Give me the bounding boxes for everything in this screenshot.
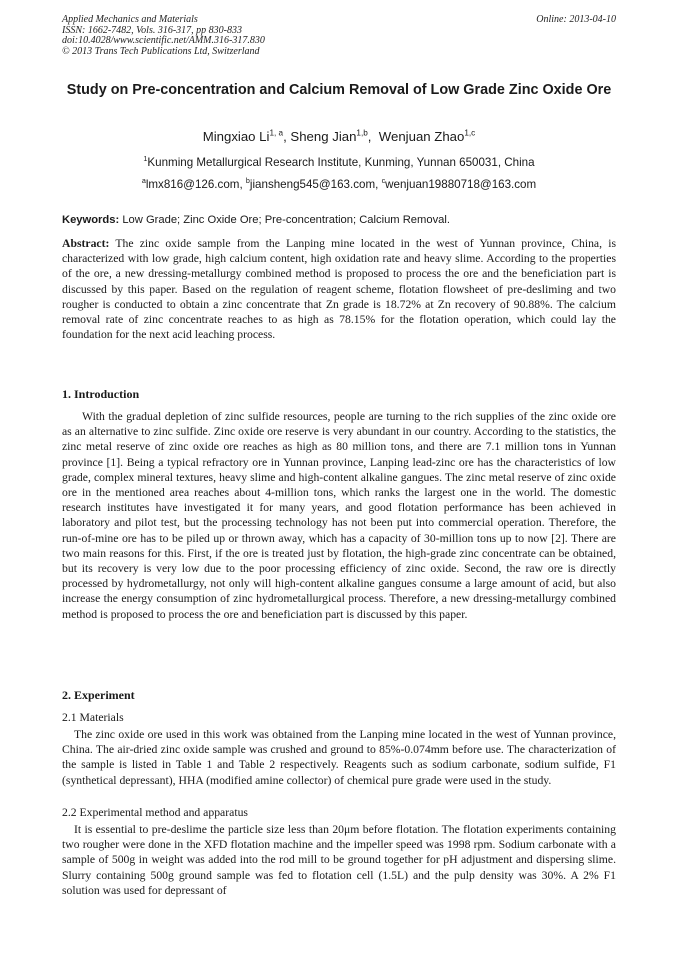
author-affiliation-mark: 1, a	[269, 128, 284, 138]
abstract-label: Abstract:	[62, 237, 110, 250]
keywords-text: Low Grade; Zinc Oxide Ore; Pre-concentration; Calcium Removal.	[122, 214, 450, 226]
subsection-heading-method: 2.2 Experimental method and apparatus	[62, 806, 248, 819]
email-address: wenjuan19880718@163.com	[385, 178, 537, 191]
introduction-paragraph: With the gradual depletion of zinc sulfide resources, people are turning to the rich supplies of the zinc oxide ore as an alternative to zinc sulfide. Zinc oxide ore reserve is very abundant in our country. According to the statistics, the zinc metal reserve of zinc oxide ore reaches as high as 80 million tons, and there are 7.1 million tons in Yunnan province [1]. Being a typical refractory ore in Yunnan province, Lanping lead-zinc ore has the characteristics of low grade, complex mineral textures, heavy slime and high-content alkaline gangues. The zinc metal reserve of zinc oxide ore in the mentioned area reaches about 4-million tons, which ranks the largest one in the world. The domestic research institutes have investigated it for many years, and good flotation performance has been achieved in laboratory and pilot test, but the processing technology has not been put into commercial operation. Therefore, the run-of-mine ore has to be piled up or thrown away, which has a capacity of 30-million tons up to now [2]. There are two main reasons for this. First, if the ore is treated just by flotation, the high-grade zinc concentrate can be obtained, but its recovery is very low due to the poor processing efficiency of zinc oxide. Second, the raw ore is directly processed by hydrometallurgy, not only will high-content alkaline gangues consume a large amount of acid, but also increase the energy consumption of zinc hydrometallurgical process. Therefore, a new dressing-metallurgy combined method is proposed to process the ore and beneficiation part is discussed by this paper.	[62, 410, 616, 621]
author-name: Sheng Jian	[290, 129, 357, 144]
email-mark: c	[381, 176, 386, 186]
email-mark: a	[141, 176, 146, 186]
keywords	[62, 214, 616, 226]
author-list: Mingxiao Li$^{1, a}$, Sheng Jian$^{1,b}$, Wenjuan Zhao$^{1,c}$	[202, 128, 476, 144]
email-address: jiansheng545@163.com	[249, 178, 376, 191]
online-date: Online: 2013-04-10	[536, 14, 616, 25]
paper-title: Study on Pre-concentration and Calcium Removal of Low Grade Zinc Oxide Ore	[66, 82, 612, 98]
affiliation	[62, 156, 616, 169]
email-mark: b	[245, 176, 250, 186]
author-name: Wenjuan Zhao	[378, 129, 465, 144]
author-affiliation-mark: 1,c	[464, 128, 476, 138]
affiliation-mark: 1	[143, 154, 148, 164]
abstract	[62, 236, 616, 342]
section-heading-experiment: 2. Experiment	[62, 688, 135, 702]
journal-header	[62, 15, 616, 57]
author-name: Mingxiao Li	[202, 129, 270, 144]
author-emails: $^a$lmx816@126.com, $^b$jiansheng545@163.com, $^c$wenjuan19880718@163.com	[141, 176, 537, 191]
journal-info	[62, 15, 616, 57]
subsection-heading-materials: 2.1 Materials	[62, 711, 124, 724]
keywords-label: Keywords:	[62, 214, 120, 226]
method-paragraph: It is essential to pre-deslime the particle size less than 20μm before flotation. The flotation experiments containing two rougher were done in the XFD flotation machine and the impeller speed was 1998 rpm. Sodium carbonate with a sample of 500g in weight was added into the rod mill to be ground together for pH adjustment and dispersing slime. Slurry containing 500g ground sample was fed to flotation cell (1.5L) and the pulp density was 30%. A 2% F1 solution was used for depressant of	[62, 823, 616, 897]
journal-issn: ISSN: 1662-7482, Vols. 316-317, pp 830-833	[62, 24, 242, 36]
journal-doi: doi:10.4028/www.scientific.net/AMM.316-317.830	[62, 35, 265, 46]
abstract-text: The zinc oxide sample from the Lanping mine located in the west of Yunnan province, China, is characterized with low grade, high calcium content, high oxidation rate and heavy slime. According to the properties of the ore, a new dressing-metallurgy combined method is proposed to process the ore and the beneficiation part is discussed by this paper. Based on the regulation of reagent scheme, flotation flowsheet of pre-desliming and two rougher is conducted to obtain a zinc concentrate that Zn grade is 18.72% at Zn recovery of 90.88%. The calcium removal rate of zinc concentrate reaches to as high as 78.15% for the flotation operation, which could lay the foundation for the next acid leaching process.	[62, 237, 617, 342]
email-address: lmx816@126.com	[145, 178, 240, 191]
journal-name: Applied Mechanics and Materials	[62, 14, 198, 25]
journal-copyright: © 2013 Trans Tech Publications Ltd, Switzerland	[62, 45, 260, 57]
materials-paragraph: The zinc oxide ore used in this work was obtained from the Lanping mine located in the west of Yunnan province, China. The air-dried zinc oxide sample was crushed and ground to 85%-0.074mm before use. The characterization of the sample is listed in Table 1 and Table 2 respectively. Reagents such as sodium carbonate, sodium sulfide, F1 (synthetical depressant), HHA (modified amine collector) of chemical pure grade were used in the study.	[62, 728, 616, 787]
author-affiliation-mark: 1,b	[356, 128, 368, 138]
section-heading-introduction: 1. Introduction	[62, 387, 140, 401]
affiliation-text: Kunming Metallurgical Research Institute, Kunming, Yunnan 650031, China	[147, 156, 535, 169]
